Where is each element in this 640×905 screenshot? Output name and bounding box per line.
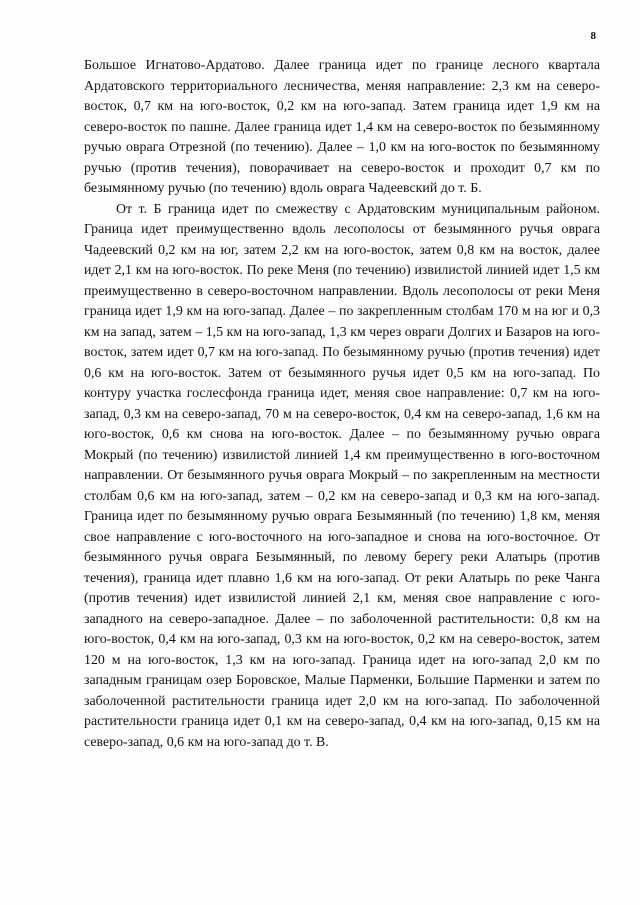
page-number: 8 xyxy=(590,30,596,42)
document-body xyxy=(84,56,600,753)
paragraph-continuation: Большое Игнатово-Ардатово. Далее граница идет по границе лесного квартала Ардатовского территориального лесничества, меняя направление: 2,3 км на северо-восток, 0,7 км на юго-восток, 0,2 км на юго-запад. Затем граница идет 1,9 км на северо-восток по пашне. Далее граница идет 1,4 км на северо-восток по безымянному ручью оврага Отрезной (по течению). Далее – 1,0 км на юго-восток по безымянному ручью (против течения), поворачивает на северо-восток и проходит 0,7 км по безымянному ручью (по течению) вдоль оврага Чадеевский до т. Б. xyxy=(84,58,600,196)
paragraph-boundary-description: От т. Б граница идет по смежеству с Ардатовским муниципальным районом. Граница идет преимущественно вдоль лесополосы от безымянного ручья оврага Чадеевский 0,2 км на юг, затем 2,2 км на юго-восток, затем 0,8 км на восток, далее идет 2,1 км на юго-восток. По реке Меня (по течению) извилистой линией идет 1,5 км преимущественно в северо-восточном направлении. Вдоль лесополосы от реки Меня граница идет 1,9 км на юго-запад. Далее – по закрепленным столбам 170 м на юг и 0,3 км на запад, затем – 1,5 км на юго-запад, 1,3 км через овраги Долгих и Базаров на юго-восток, затем идет 0,7 км на юго-запад. По безымянному ручью (против течения) идет 0,6 км на юго-восток. Затем от безымянного ручья идет 0,5 км на юго-запад. По контуру участка гослесфонда граница идет, меняя свое направление: 0,7 км на юго-запад, 0,3 км на северо-запад, 70 м на северо-восток, 0,4 км на северо-запад, 1,6 км на юго-восток, 0,6 км снова на юго-восток. Далее – по безымянному ручью оврага Мокрый (по течению) извилистой линией 1,4 км преимущественно в юго-восточном направлении. От безымянного ручья оврага Мокрый – по закрепленным на местности столбам 0,6 км на юго-запад, затем – 0,2 км на северо-запад и 0,3 км на юго-запад. Граница идет по безымянному ручью оврага Безымянный (по течению) 1,8 км, меняя свое направление с юго-восточного на юго-западное и снова на юго-восточное. От безымянного ручья оврага Безымянный, по левому берегу реки Алатырь (против течения), граница идет плавно 1,6 км на юго-запад. От реки Алатырь по реке Чанга (против течения) идет извилистой линией 2,1 км, меняя свое направление с юго-западного на северо-западное. Далее – по заболоченной растительности: 0,8 км на юго-восток, 0,4 км на юго-запад, 0,3 км на юго-восток, 0,2 км на северо-восток, затем 120 м на юго-восток, 1,3 км на юго-запад. Граница идет на юго-запад 2,0 км по западным границам озер Боровское, Малые Парменки, Большие Парменки и затем по заболоченной растительности граница идет 2,0 км на юго-запад. По заболоченной растительности граница идет 0,1 км на северо-запад, 0,4 км на юго-запад, 0,15 км на северо-запад, 0,6 км на юго-запад до т. В. xyxy=(84,201,600,750)
